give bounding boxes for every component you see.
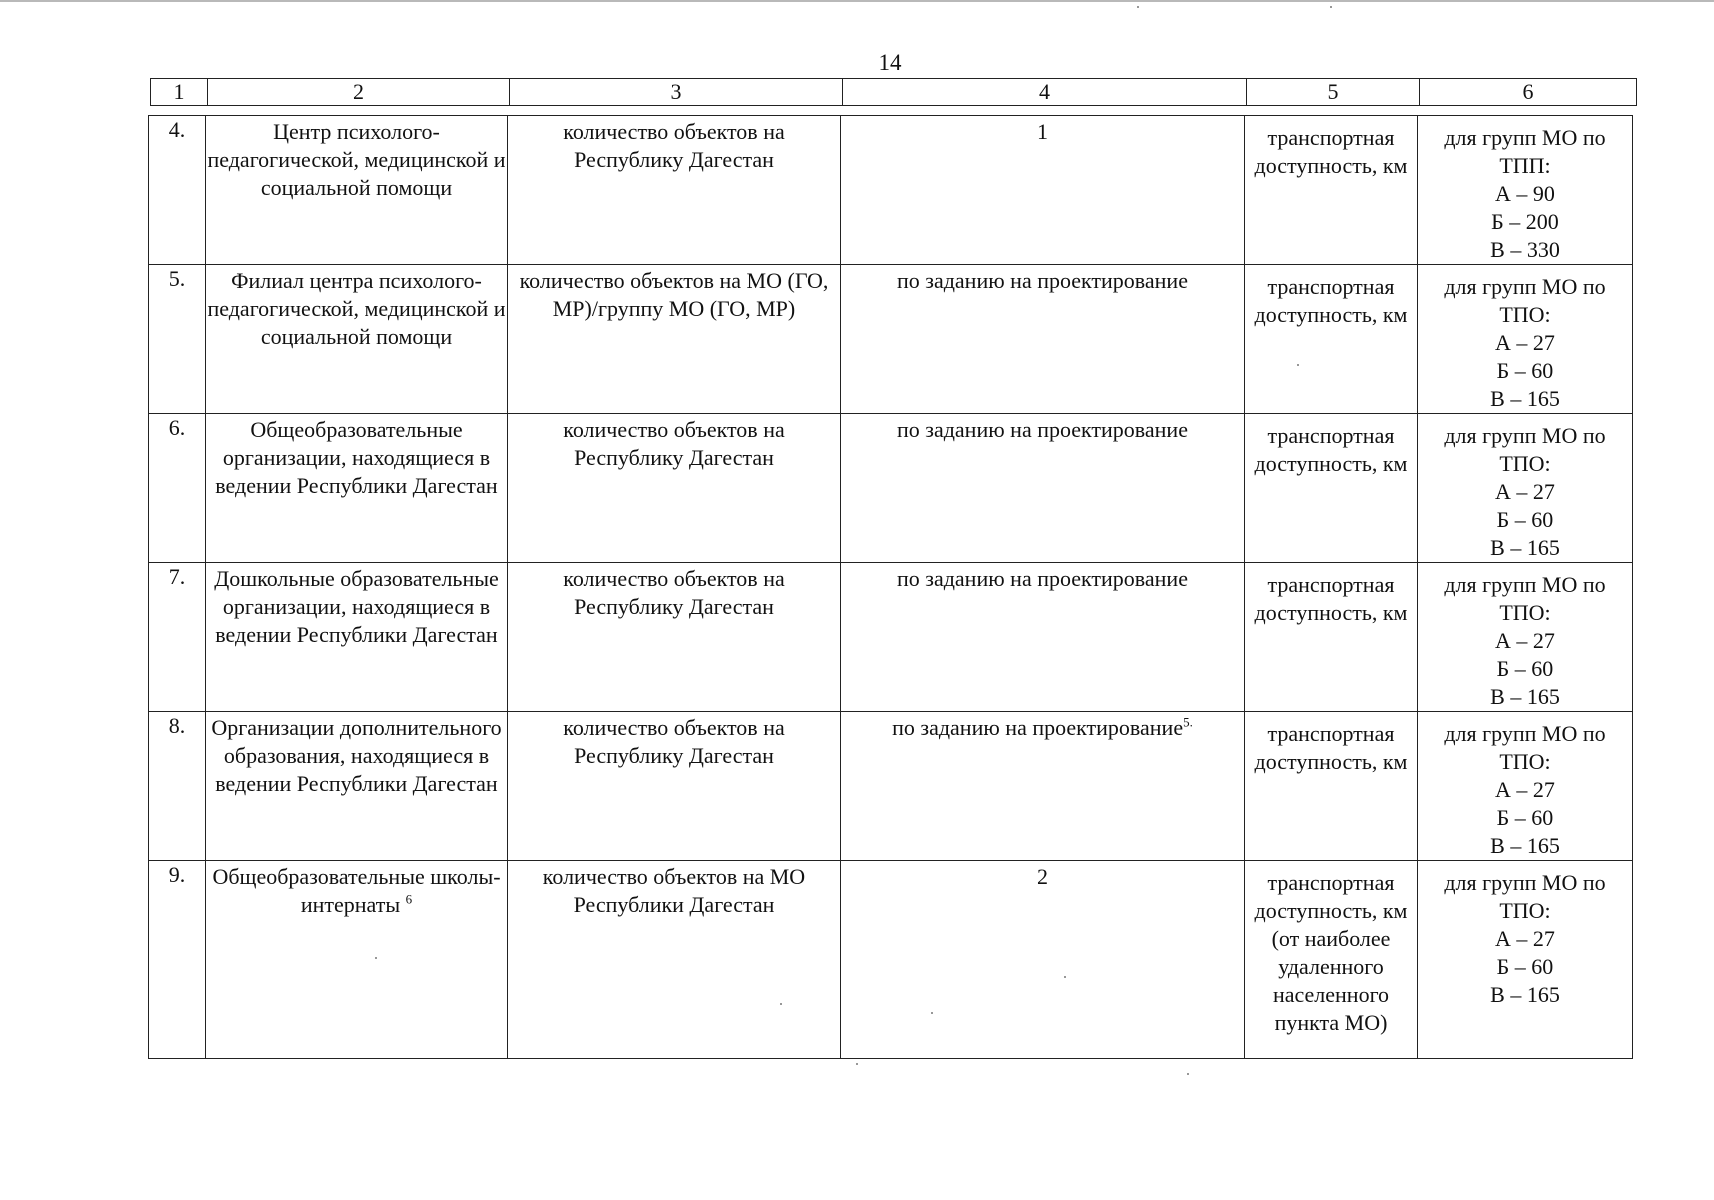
facility-name-cell: [206, 414, 508, 563]
row-number-cell: [149, 116, 206, 265]
indicator-cell: [508, 414, 841, 563]
row-number: 4.: [168, 117, 186, 142]
facility-name: Организации дополнительного образования, находящиеся в ведении Республики Дагестан: [211, 715, 502, 796]
footnote-mark: 6: [405, 891, 413, 907]
value-cell: [841, 265, 1245, 414]
facilities-table: [148, 115, 1633, 1059]
scan-speck: [1137, 6, 1139, 8]
group-norms: [1418, 863, 1632, 1009]
group-norms-title: для групп МО по ТПО:: [1444, 572, 1606, 625]
indicator-cell: [508, 712, 841, 861]
facility-name: Общеобразовательные организации, находящиеся в ведении Республики Дагестан: [215, 417, 498, 498]
group-norms: [1418, 416, 1632, 562]
group-norm-value: Б – 60: [1496, 656, 1554, 681]
indicator-cell: [508, 116, 841, 265]
group-norm-value: В – 330: [1490, 237, 1560, 262]
scan-speck: [375, 957, 377, 959]
group-norms-cell: [1418, 563, 1633, 712]
group-norms-cell: [1418, 414, 1633, 563]
facility-name: Дошкольные образовательные организации, находящиеся в ведении Республики Дагестан: [214, 566, 499, 647]
group-norm-value: В – 165: [1490, 386, 1560, 411]
indicator-text: количество объектов на Республику Дагестан: [563, 715, 785, 768]
value-cell: [841, 116, 1245, 265]
scan-speck: [856, 1063, 858, 1065]
value-text: 1: [1037, 119, 1048, 144]
group-norm-value: А – 27: [1495, 330, 1555, 355]
column-number: 5: [1247, 79, 1420, 106]
group-norm-value: А – 27: [1495, 479, 1555, 504]
group-norm-value: А – 27: [1495, 926, 1555, 951]
indicator-text: количество объектов на Республику Дагестан: [563, 417, 785, 470]
group-norm-value: А – 27: [1495, 628, 1555, 653]
scan-speck: [1297, 364, 1299, 366]
table-row: [149, 861, 1633, 1059]
value-cell: [841, 861, 1245, 1059]
table-row: [149, 265, 1633, 414]
indicator-text: количество объектов на МО Республики Дагестан: [542, 864, 806, 917]
group-norms-cell: [1418, 265, 1633, 414]
row-number-cell: [149, 414, 206, 563]
group-norm-value: В – 165: [1490, 833, 1560, 858]
value-text: по заданию на проектирование: [897, 268, 1188, 293]
indicator-text: количество объектов на МО (ГО, МР)/группу МО (ГО, МР): [519, 268, 829, 321]
group-norm-value: Б – 60: [1496, 507, 1554, 532]
accessibility-text: транспортная доступность, км: [1254, 125, 1408, 178]
group-norms: [1418, 565, 1632, 711]
indicator-cell: [508, 861, 841, 1059]
value-cell: [841, 414, 1245, 563]
accessibility-text: транспортная доступность, км: [1254, 572, 1408, 625]
header-row: [151, 79, 1637, 106]
value-text: по заданию на проектирование: [897, 566, 1188, 591]
facility-name-cell: [206, 712, 508, 861]
accessibility-cell: [1245, 116, 1418, 265]
group-norm-value: Б – 200: [1491, 209, 1559, 234]
accessibility-cell: [1245, 265, 1418, 414]
facility-name-cell: [206, 116, 508, 265]
group-norms: [1418, 267, 1632, 413]
group-norm-value: В – 165: [1490, 684, 1560, 709]
group-norms-title: для групп МО по ТПО:: [1444, 721, 1606, 774]
facility-name: Общеобразовательные школы-интернаты: [212, 864, 501, 917]
group-norms-title: для групп МО по ТПО:: [1444, 423, 1606, 476]
group-norms-title: для групп МО по ТПП:: [1444, 125, 1606, 178]
accessibility-text: транспортная доступность, км: [1254, 721, 1408, 774]
table-row: [149, 563, 1633, 712]
indicator-text: количество объектов на Республику Дагестан: [563, 119, 785, 172]
value-text: 2: [1037, 864, 1048, 889]
footnote-mark: 5.: [1183, 714, 1193, 730]
group-norms-cell: [1418, 116, 1633, 265]
accessibility-cell: [1245, 712, 1418, 861]
column-number: 4: [843, 79, 1247, 106]
facility-name: Филиал центра психолого-педагогической, медицинской и социальной помощи: [207, 268, 506, 349]
group-norm-value: Б – 60: [1496, 358, 1554, 383]
group-norms-title: для групп МО по ТПО:: [1444, 274, 1606, 327]
row-number-cell: [149, 712, 206, 861]
accessibility-cell: [1245, 563, 1418, 712]
scan-speck: [931, 1012, 933, 1014]
group-norms-cell: [1418, 712, 1633, 861]
value-cell: [841, 712, 1245, 861]
accessibility-text: транспортная доступность, км: [1254, 274, 1408, 327]
facility-name: Центр психолого-педагогической, медицинской и социальной помощи: [207, 119, 506, 200]
table-row: [149, 414, 1633, 563]
scan-speck: [780, 1003, 782, 1005]
facility-name-cell: [206, 861, 508, 1059]
scan-edge-line: [0, 0, 1714, 2]
accessibility-text: транспортная доступность, км (от наиболее удаленного населенного пункта МО): [1254, 870, 1408, 1035]
table-row: [149, 116, 1633, 265]
indicator-cell: [508, 265, 841, 414]
indicator-cell: [508, 563, 841, 712]
group-norm-value: Б – 60: [1496, 805, 1554, 830]
accessibility-cell: [1245, 861, 1418, 1059]
row-number-cell: [149, 265, 206, 414]
group-norm-value: А – 90: [1495, 181, 1555, 206]
facility-name-cell: [206, 563, 508, 712]
facility-name-cell: [206, 265, 508, 414]
group-norms: [1418, 118, 1632, 264]
group-norms: [1418, 714, 1632, 860]
table-row: [149, 712, 1633, 861]
page-number: 14: [878, 50, 902, 75]
scan-speck: [1064, 976, 1066, 978]
group-norm-value: А – 27: [1495, 777, 1555, 802]
row-number: 6.: [168, 415, 186, 440]
column-number-header: [150, 78, 1637, 106]
accessibility-cell: [1245, 414, 1418, 563]
row-number: 7.: [168, 564, 186, 589]
column-number: 1: [151, 79, 208, 106]
value-text: по заданию на проектирование: [897, 417, 1188, 442]
value-text: по заданию на проектирование: [892, 715, 1184, 740]
row-number-cell: [149, 563, 206, 712]
column-number: 2: [208, 79, 510, 106]
group-norms-title: для групп МО по ТПО:: [1444, 870, 1606, 923]
accessibility-text: транспортная доступность, км: [1254, 423, 1408, 476]
row-number-cell: [149, 861, 206, 1059]
scan-speck: [1330, 6, 1332, 8]
group-norm-value: Б – 60: [1496, 954, 1554, 979]
group-norm-value: В – 165: [1490, 982, 1560, 1007]
row-number: 9.: [168, 862, 186, 887]
row-number: 5.: [168, 266, 186, 291]
group-norm-value: В – 165: [1490, 535, 1560, 560]
scan-speck: [1187, 1073, 1189, 1075]
row-number: 8.: [168, 713, 186, 738]
value-cell: [841, 563, 1245, 712]
column-number: 3: [510, 79, 843, 106]
indicator-text: количество объектов на Республику Дагестан: [563, 566, 785, 619]
group-norms-cell: [1418, 861, 1633, 1059]
column-number: 6: [1420, 79, 1637, 106]
